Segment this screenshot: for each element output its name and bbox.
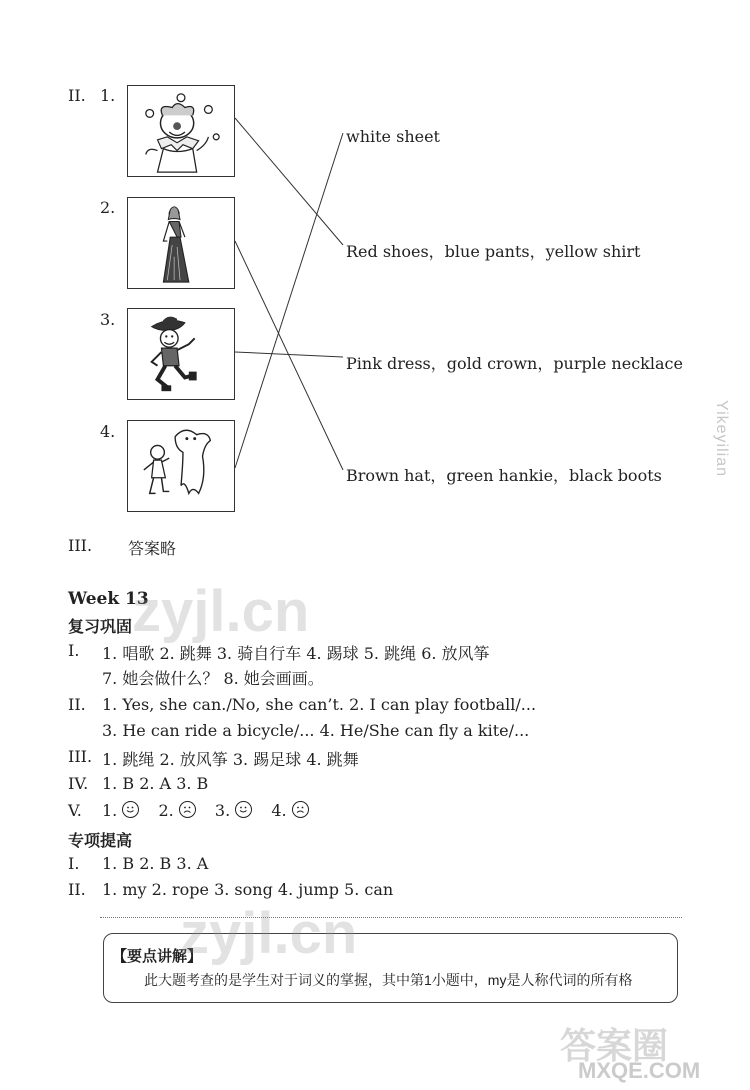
review-line-ii: 1. Yes, she can./No, she can’t. 2. I can play football/... [102, 695, 537, 714]
option-brown-hat: Brown hat，green hankie，black boots [346, 466, 662, 485]
review-line-ii-cont: 3. He can ride a bicycle/... 4. He/She can fly a kite/... [102, 721, 530, 740]
week-title: Week 13 [68, 589, 149, 609]
review-line-iv: 1. B 2. A 3. B [102, 774, 209, 793]
item-number-2: 2. [100, 198, 116, 217]
section-label-iii: III. [68, 536, 93, 555]
item-number-3: 3. [100, 310, 116, 329]
happy-face-icon [235, 801, 252, 818]
note-text: 此大题考查的是学生对于词义的掌握，其中第1小题中，my是人称代词的所有格 [144, 972, 633, 988]
item-number-4: 4. [100, 422, 116, 441]
answer-omitted: 答案略 [128, 539, 177, 558]
happy-face-icon [122, 801, 139, 818]
special-heading: 专项提高 [68, 833, 133, 850]
watermark-corner-1: 答案圈 [560, 1025, 669, 1066]
review-label-i: I. [68, 641, 80, 660]
watermark-zyjl-2: zyjl.cn [180, 901, 358, 966]
match-line-2 [235, 241, 343, 470]
review-line-i-cont: 7. 她会做什么？ 8. 她会画画。 [102, 669, 324, 688]
watermark-corner-2: MXQE.COM [578, 1058, 701, 1083]
side-watermark: Yikeyilian [713, 400, 730, 477]
item-number-1: 1. [100, 86, 116, 105]
match-line-1 [235, 118, 343, 245]
v-num-2: 2. [158, 801, 174, 820]
special-line-ii: 1. my 2. rope 3. song 4. jump 5. can [102, 880, 394, 899]
review-label-v: V. [68, 801, 82, 820]
section-label-ii: II. [68, 86, 86, 105]
special-label-ii: II. [68, 880, 86, 899]
v-num-4: 4. [271, 801, 287, 820]
review-line-iii: 1. 跳绳 2. 放风筝 3. 踢足球 4. 跳舞 [102, 750, 359, 769]
special-label-i: I. [68, 854, 80, 873]
sad-face-icon [292, 801, 309, 818]
sad-face-icon [179, 801, 196, 818]
review-label-ii: II. [68, 695, 86, 714]
v-num-3: 3. [214, 801, 231, 820]
note-title: 【要点讲解】 [112, 948, 203, 965]
option-white-sheet: white sheet [346, 127, 440, 146]
match-line-4 [235, 133, 343, 468]
option-red-shoes: Red shoes，blue pants，yellow shirt [346, 242, 641, 261]
option-pink-dress: Pink dress，gold crown，purple necklace [346, 354, 683, 373]
review-line-i: 1. 唱歌 2. 跳舞 3. 骑自行车 4. 踢球 5. 跳绳 6. 放风筝 [102, 644, 490, 663]
v-num-1: 1. [102, 801, 118, 820]
review-heading: 复习巩固 [68, 619, 133, 636]
review-label-iii: III. [68, 747, 93, 766]
special-line-i: 1. B 2. B 3. A [102, 854, 209, 873]
review-label-iv: IV. [68, 774, 89, 793]
watermark-zyjl-1: zyjl.cn [132, 579, 310, 644]
review-line-v [102, 801, 323, 820]
